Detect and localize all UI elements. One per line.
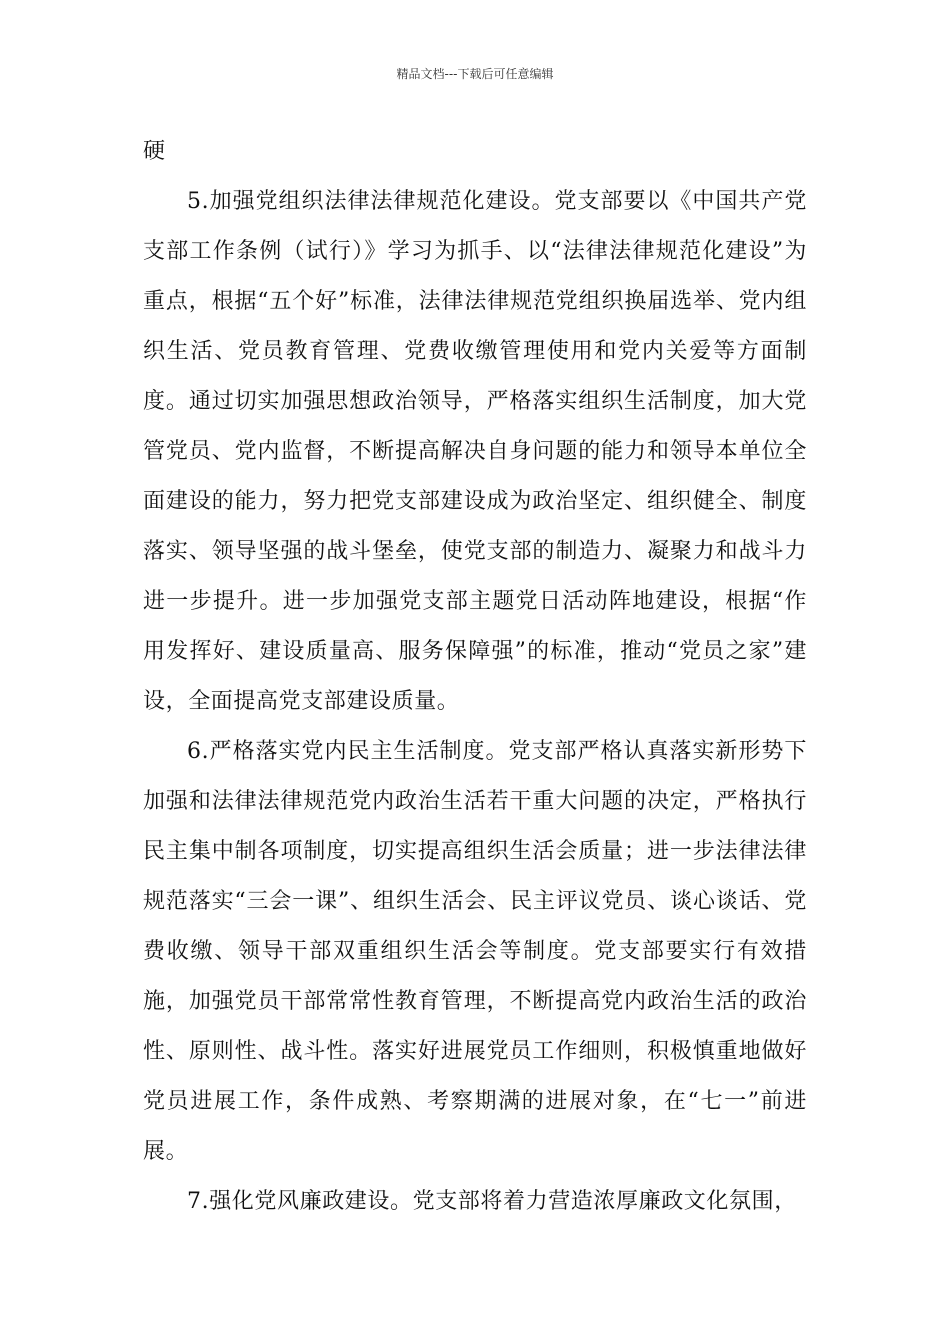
paragraph-item-6: 6.严格落实党内民主生活制度。党支部严格认真落实新形势下加强和法律法律规范党内政治生活若干重大问题的决定，严格执行民主集中制各项制度，切实提高组织生活会质量；进一步法律法律规范落实“三会一课”、组织生活会、民主评议党员、谈心谈话、党费收缴、领导干部双重组织生活会等制度。党支部要实行有效措施，加强党员干部常常性教育管理，不断提高党内政治生活的政治性、原则性、战斗性。落实好进展党员工作细则，积极慎重地做好党员进展工作，条件成熟、考察期满的进展对象，在“七一”前进展。 [143, 739, 807, 1164]
paragraph-item-7: 7.强化党风廉政建设。党支部将着力营造浓厚廉政文化氛围， [187, 1189, 797, 1214]
paragraph-item-5: 5.加强党组织法律法律规范化建设。党支部要以《中国共产党支部工作条例（试行）》学习为抓手、以“法律法律规范化建设”为重点，根据“五个好”标准，法律法律规范党组织换届选举、党内组织生活、党员教育管理、党费收缴管理使用和党内关爱等方面制度。通过切实加强思想政治领导，严格落实组织生活制度，加大党管党员、党内监督，不断提高解决自身问题的能力和领导本单位全面建设的能力，努力把党支部建设成为政治坚定、组织健全、制度落实、领导坚强的战斗堡垒，使党支部的制造力、凝聚力和战斗力进一步提升。进一步加强党支部主题党日活动阵地建设，根据“作用发挥好、建设质量高、服务保障强”的标准，推动“党员之家”建设，全面提高党支部建设质量。 [143, 189, 807, 714]
document-body [143, 127, 807, 1227]
paragraph-continuation: 硬 [143, 139, 166, 164]
page-header: 精品文档---下载后可任意编辑 [396, 67, 554, 81]
